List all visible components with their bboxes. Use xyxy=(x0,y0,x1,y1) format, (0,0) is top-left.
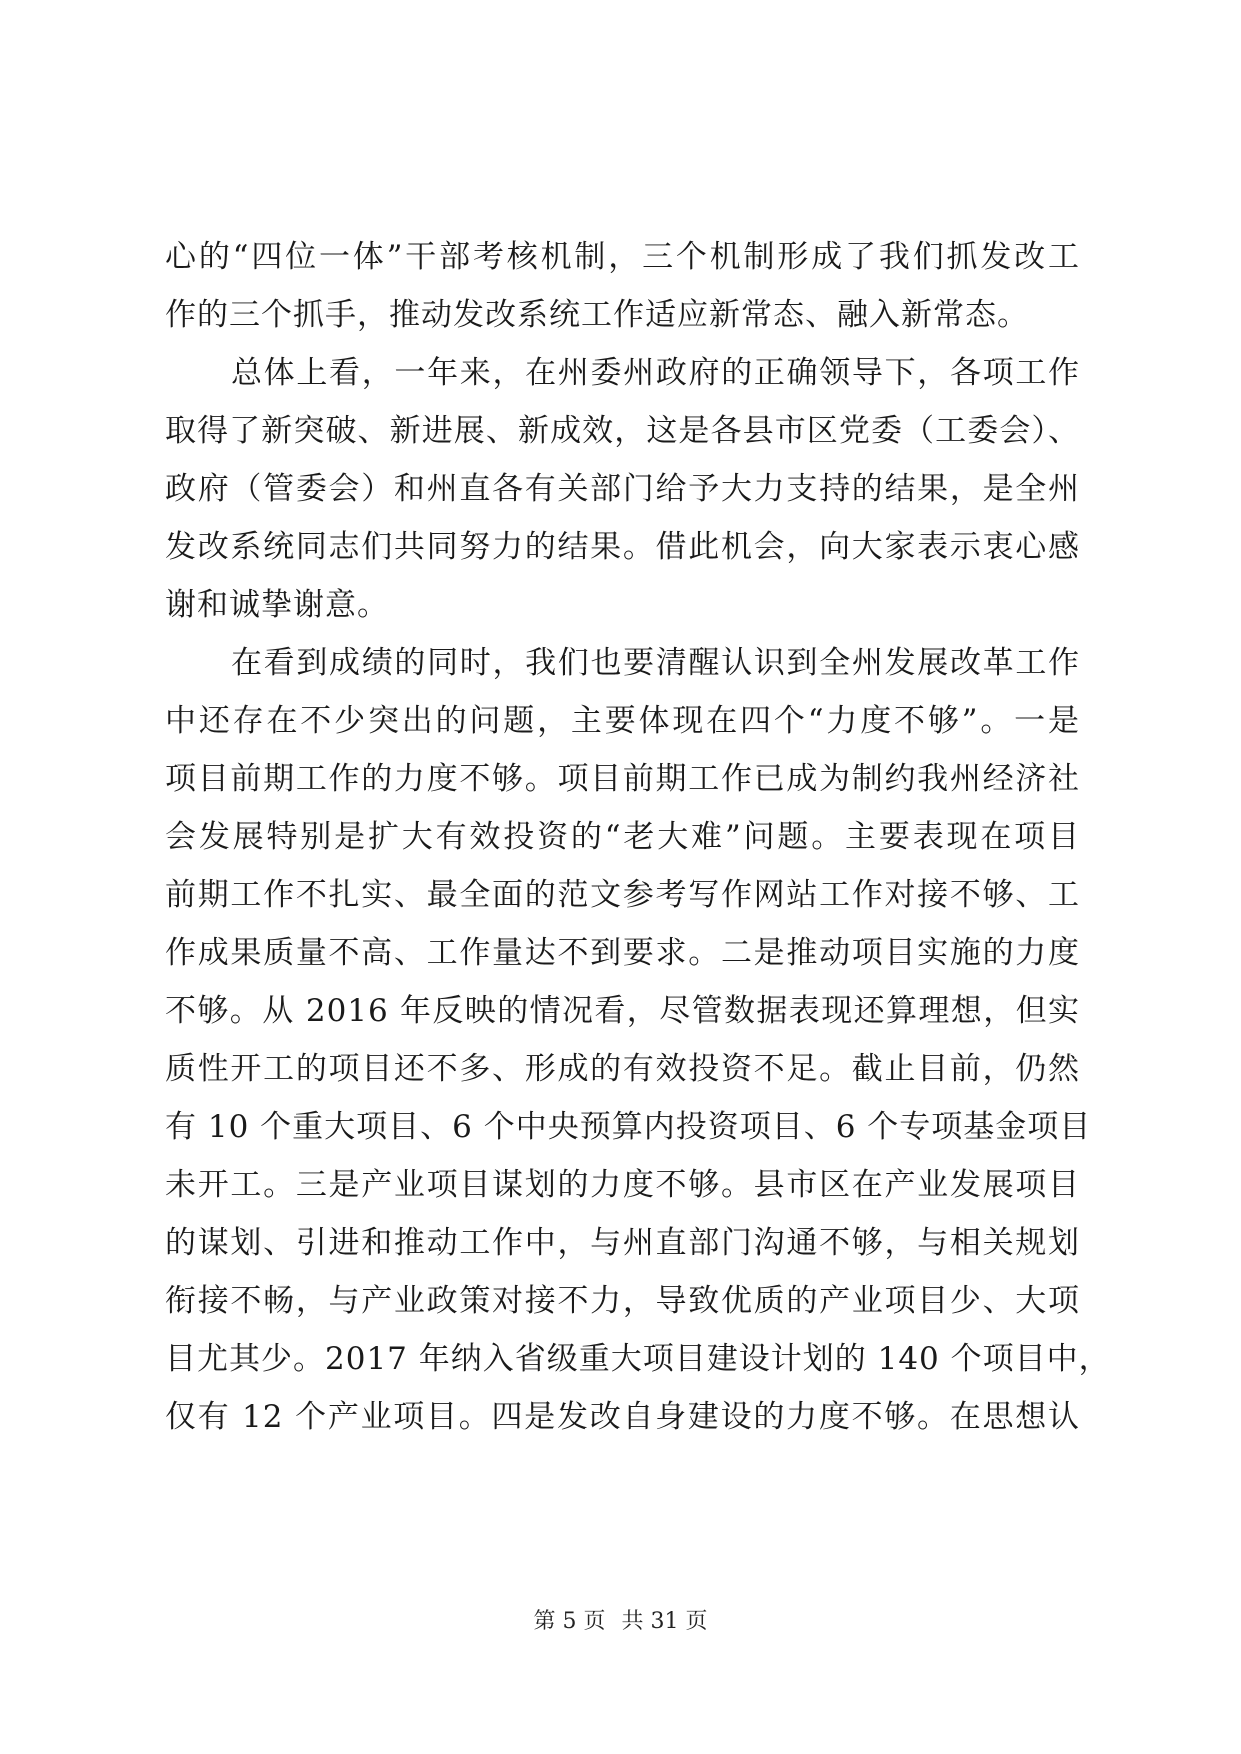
page-footer xyxy=(0,1607,1241,1637)
text-line: 的谋划、引进和推动工作中，与州直部门沟通不够，与相关规划 xyxy=(165,1225,1080,1261)
text-line: 前期工作不扎实、最全面的范文参考写作网站工作对接不够、工 xyxy=(165,877,1080,913)
text-line: 会发展特别是扩大有效投资的“老大难”问题。主要表现在项目 xyxy=(165,819,1080,855)
text-line: 目尤其少。2017 年纳入省级重大项目建设计划的 140 个项目中， xyxy=(165,1341,1111,1377)
text-line: 发改系统同志们共同努力的结果。借此机会，向大家表示衷心感 xyxy=(165,529,1080,565)
body-text xyxy=(165,228,1111,1446)
paragraph-first-line: 总体上看，一年来，在州委州政府的正确领导下，各项工作 xyxy=(231,355,1080,391)
page-number-current: 第 5 页 xyxy=(533,1609,606,1634)
text-line: 衔接不畅，与产业政策对接不力，导致优质的产业项目少、大项 xyxy=(165,1283,1080,1319)
text-line: 不够。从 2016 年反映的情况看，尽管数据表现还算理想，但实 xyxy=(165,993,1080,1029)
text-line: 项目前期工作的力度不够。项目前期工作已成为制约我州经济社 xyxy=(165,761,1080,797)
paragraph-first-line: 在看到成绩的同时，我们也要清醒认识到全州发展改革工作 xyxy=(231,645,1080,681)
text-line: 作成果质量不高、工作量达不到要求。二是推动项目实施的力度 xyxy=(165,935,1080,971)
text-line: 谢和诚挚谢意。 xyxy=(165,587,389,623)
text-line: 质性开工的项目还不多、形成的有效投资不足。截止目前，仍然 xyxy=(165,1051,1080,1087)
text-line: 有 10 个重大项目、6 个中央预算内投资项目、6 个专项基金项目 xyxy=(165,1109,1092,1145)
text-line: 政府（管委会）和州直各有关部门给予大力支持的结果，是全州 xyxy=(165,471,1080,507)
text-line: 取得了新突破、新进展、新成效，这是各县市区党委（工委会）、 xyxy=(165,413,1080,449)
text-line: 作的三个抓手，推动发改系统工作适应新常态、融入新常态。 xyxy=(165,297,1029,333)
page-number-total: 共 31 页 xyxy=(621,1609,708,1634)
text-line: 仅有 12 个产业项目。四是发改自身建设的力度不够。在思想认 xyxy=(165,1399,1080,1435)
text-line: 中还存在不少突出的问题，主要体现在四个“力度不够”。一是 xyxy=(165,703,1080,739)
text-line: 心的“四位一体”干部考核机制，三个机制形成了我们抓发改工 xyxy=(165,239,1080,275)
text-line: 未开工。三是产业项目谋划的力度不够。县市区在产业发展项目 xyxy=(165,1167,1080,1203)
